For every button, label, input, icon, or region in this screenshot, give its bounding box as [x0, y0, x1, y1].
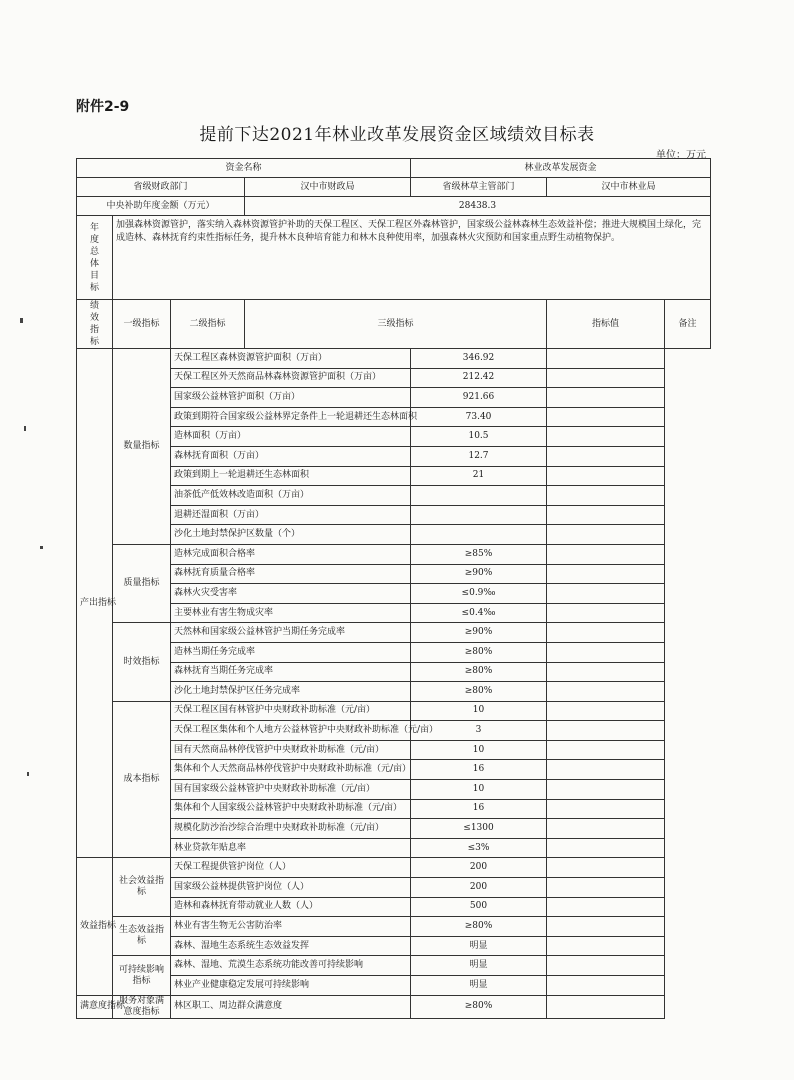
level2-quality: 质量指标	[113, 544, 171, 622]
indicator-row	[77, 858, 711, 878]
level3-item: 造林面积（万亩）	[171, 427, 411, 447]
indicator-row	[77, 740, 711, 760]
indicator-value: 500	[411, 897, 547, 917]
subsidy-row	[77, 197, 711, 216]
indicator-remark	[547, 446, 665, 466]
indicator-remark	[547, 995, 665, 1018]
level3-item: 政策到期上一轮退耕还生态林面积	[171, 466, 411, 486]
col-header-level2: 二级指标	[171, 300, 245, 349]
indicator-row	[77, 936, 711, 956]
fund-name-row	[77, 159, 711, 178]
indicator-remark	[547, 740, 665, 760]
indicator-remark	[547, 564, 665, 584]
level2-timeliness: 时效指标	[113, 623, 171, 701]
indicator-row	[77, 701, 711, 721]
forestry-dept-label: 省级林草主管部门	[411, 178, 547, 197]
indicator-value: ≤0.4‰	[411, 603, 547, 623]
scan-speck	[20, 318, 23, 323]
indicator-remark	[547, 466, 665, 486]
indicator-remark	[547, 838, 665, 858]
unit-label: 单位：万元	[656, 150, 706, 161]
indicator-header-row	[77, 300, 711, 349]
subsidy-value: 28438.3	[245, 197, 711, 216]
indicator-remark	[547, 976, 665, 996]
indicator-value: 10	[411, 701, 547, 721]
level3-item: 主要林业有害生物成灾率	[171, 603, 411, 623]
performance-target-table-body	[76, 158, 711, 1019]
level2-service: 服务对象满意度指标	[113, 995, 171, 1018]
indicator-remark	[547, 897, 665, 917]
indicator-row	[77, 505, 711, 525]
indicator-value: ≥80%	[411, 995, 547, 1018]
performance-label: 绩效指标	[77, 300, 113, 349]
indicator-row	[77, 838, 711, 858]
indicator-value	[411, 486, 547, 506]
attachment-number: 附件2-9	[76, 99, 130, 115]
page-title: 提前下达2021年林业改革发展资金区域绩效目标表	[199, 125, 595, 145]
indicator-value: ≥90%	[411, 623, 547, 643]
indicator-row	[77, 721, 711, 741]
indicator-remark	[547, 388, 665, 408]
indicator-value: ≥80%	[411, 662, 547, 682]
indicator-value: ≤1300	[411, 819, 547, 839]
indicator-row	[77, 799, 711, 819]
subsidy-label: 中央补助年度金额（万元）	[77, 197, 245, 216]
indicator-remark	[547, 642, 665, 662]
level3-item: 森林抚育面积（万亩）	[171, 446, 411, 466]
level3-item: 森林、湿地、荒漠生态系统功能改善可持续影响	[171, 956, 411, 976]
forestry-dept-value: 汉中市林业局	[547, 178, 711, 197]
finance-dept-value: 汉中市财政局	[245, 178, 411, 197]
indicator-value: 明显	[411, 956, 547, 976]
indicator-row	[77, 662, 711, 682]
indicator-remark	[547, 407, 665, 427]
indicator-remark	[547, 349, 665, 369]
level3-item: 林业产业健康稳定发展可持续影响	[171, 976, 411, 996]
annual-goal-label: 年度总体目标	[77, 216, 113, 300]
level3-item: 沙化土地封禁保护区数量（个）	[171, 525, 411, 545]
indicator-value: 10	[411, 740, 547, 760]
scan-speck	[24, 426, 26, 431]
level3-item: 天保工程区集体和个人地方公益林管护中央财政补助标准（元/亩）	[171, 721, 411, 741]
indicator-remark	[547, 936, 665, 956]
indicator-row	[77, 682, 711, 702]
level3-item: 造林和森林抚育带动就业人数（人）	[171, 897, 411, 917]
department-row	[77, 178, 711, 197]
indicator-row	[77, 388, 711, 408]
level3-item: 政策到期符合国家级公益林界定条件上一轮退耕还生态林面积	[171, 407, 411, 427]
indicator-value: 16	[411, 760, 547, 780]
col-header-level3: 三级指标	[245, 300, 547, 349]
indicator-row	[77, 780, 711, 800]
indicator-row	[77, 349, 711, 369]
indicator-remark	[547, 662, 665, 682]
indicator-row	[77, 525, 711, 545]
indicator-remark	[547, 427, 665, 447]
level3-item: 造林完成面积合格率	[171, 544, 411, 564]
level3-item: 国有天然商品林停伐管护中央财政补助标准（元/亩）	[171, 740, 411, 760]
indicator-row	[77, 564, 711, 584]
level3-item: 森林抚育质量合格率	[171, 564, 411, 584]
indicator-row	[77, 995, 711, 1018]
level2-cost: 成本指标	[113, 701, 171, 858]
indicator-value: 10.5	[411, 427, 547, 447]
indicator-row	[77, 544, 711, 564]
indicator-value: ≥80%	[411, 917, 547, 937]
indicator-row	[77, 623, 711, 643]
indicator-row	[77, 878, 711, 898]
indicator-row	[77, 466, 711, 486]
level1-benefit: 效益指标	[77, 858, 113, 995]
level3-item: 天保工程区森林资源管护面积（万亩）	[171, 349, 411, 369]
indicator-row	[77, 917, 711, 937]
indicator-remark	[547, 603, 665, 623]
indicator-value	[411, 505, 547, 525]
indicator-row	[77, 486, 711, 506]
level3-item: 森林、湿地生态系统生态效益发挥	[171, 936, 411, 956]
level3-item: 国有国家级公益林管护中央财政补助标准（元/亩）	[171, 780, 411, 800]
indicator-remark	[547, 701, 665, 721]
level3-item: 林业贷款年贴息率	[171, 838, 411, 858]
indicator-row	[77, 368, 711, 388]
level3-item: 天保工程提供管护岗位（人）	[171, 858, 411, 878]
fund-name-label: 资金名称	[77, 159, 411, 178]
level3-item: 林区职工、周边群众满意度	[171, 995, 411, 1018]
level3-item: 天保工程区国有林管护中央财政补助标准（元/亩）	[171, 701, 411, 721]
indicator-value: 明显	[411, 976, 547, 996]
indicator-value: 12.7	[411, 446, 547, 466]
level2-ecological: 生态效益指标	[113, 917, 171, 956]
indicator-value: 346.92	[411, 349, 547, 369]
indicator-remark	[547, 878, 665, 898]
col-header-value: 指标值	[547, 300, 665, 349]
scan-speck	[40, 546, 43, 549]
indicator-remark	[547, 525, 665, 545]
indicator-remark	[547, 544, 665, 564]
level3-item: 油茶低产低效林改造面积（万亩）	[171, 486, 411, 506]
indicator-value: ≥85%	[411, 544, 547, 564]
indicator-remark	[547, 858, 665, 878]
indicator-value: 3	[411, 721, 547, 741]
level3-item: 国家级公益林管护面积（万亩）	[171, 388, 411, 408]
indicator-remark	[547, 799, 665, 819]
level2-sustainable: 可持续影响指标	[113, 956, 171, 995]
indicator-row	[77, 897, 711, 917]
indicator-remark	[547, 368, 665, 388]
level3-item: 沙化土地封禁保护区任务完成率	[171, 682, 411, 702]
level1-output: 产出指标	[77, 349, 113, 858]
indicator-value: 200	[411, 858, 547, 878]
indicator-value: ≤3%	[411, 838, 547, 858]
indicator-remark	[547, 819, 665, 839]
level3-item: 规模化防沙治沙综合治理中央财政补助标准（元/亩）	[171, 819, 411, 839]
level3-item: 退耕还湿面积（万亩）	[171, 505, 411, 525]
indicator-row	[77, 427, 711, 447]
annual-goal-text: 加强森林资源管护，落实纳入森林资源管护补助的天保工程区、天保工程区外森林管护，国家级公益林森林生态效益补偿；推进大规模国土绿化，完成造林、森林抚育约束性指标任务，提升林木良种培育能力和林木良种使用率，加强森林火灾预防和国家重点野生动植物保护。	[113, 216, 711, 300]
indicator-row	[77, 446, 711, 466]
indicator-value	[411, 525, 547, 545]
annual-goal-row	[77, 216, 711, 300]
indicator-row	[77, 407, 711, 427]
indicator-row	[77, 603, 711, 623]
indicator-row	[77, 642, 711, 662]
level3-item: 天然林和国家级公益林管护当期任务完成率	[171, 623, 411, 643]
indicator-remark	[547, 682, 665, 702]
indicator-row	[77, 976, 711, 996]
indicator-value: ≥90%	[411, 564, 547, 584]
level2-social: 社会效益指标	[113, 858, 171, 917]
indicator-remark	[547, 917, 665, 937]
indicator-remark	[547, 780, 665, 800]
indicator-value: 10	[411, 780, 547, 800]
indicator-remark	[547, 956, 665, 976]
level3-item: 天保工程区外天然商品林森林资源管护面积（万亩）	[171, 368, 411, 388]
indicator-value: ≥80%	[411, 642, 547, 662]
level3-item: 造林当期任务完成率	[171, 642, 411, 662]
indicator-value: ≥80%	[411, 682, 547, 702]
level1-satisfaction: 满意度指标	[77, 995, 113, 1018]
indicator-value: 21	[411, 466, 547, 486]
indicator-remark	[547, 721, 665, 741]
indicator-row	[77, 956, 711, 976]
indicator-row	[77, 760, 711, 780]
indicator-remark	[547, 584, 665, 604]
indicator-remark	[547, 505, 665, 525]
level3-item: 国家级公益林提供管护岗位（人）	[171, 878, 411, 898]
fund-name-value: 林业改革发展资金	[411, 159, 711, 178]
col-header-remark: 备注	[665, 300, 711, 349]
indicator-value: 73.40	[411, 407, 547, 427]
indicator-value: 16	[411, 799, 547, 819]
level3-item: 林业有害生物无公害防治率	[171, 917, 411, 937]
level3-item: 集体和个人天然商品林停伐管护中央财政补助标准（元/亩）	[171, 760, 411, 780]
indicator-value: 212.42	[411, 368, 547, 388]
indicator-remark	[547, 760, 665, 780]
indicator-value: 明显	[411, 936, 547, 956]
indicator-value: 200	[411, 878, 547, 898]
level3-item: 森林火灾受害率	[171, 584, 411, 604]
indicator-remark	[547, 486, 665, 506]
indicator-row	[77, 584, 711, 604]
finance-dept-label: 省级财政部门	[77, 178, 245, 197]
indicator-value: ≤0.9‰	[411, 584, 547, 604]
indicator-value: 921.66	[411, 388, 547, 408]
indicator-remark	[547, 623, 665, 643]
indicator-row	[77, 819, 711, 839]
level3-item: 集体和个人国家级公益林管护中央财政补助标准（元/亩）	[171, 799, 411, 819]
level3-item: 森林抚育当期任务完成率	[171, 662, 411, 682]
level2-quantity: 数量指标	[113, 349, 171, 545]
scan-speck	[27, 772, 29, 776]
col-header-level1: 一级指标	[113, 300, 171, 349]
